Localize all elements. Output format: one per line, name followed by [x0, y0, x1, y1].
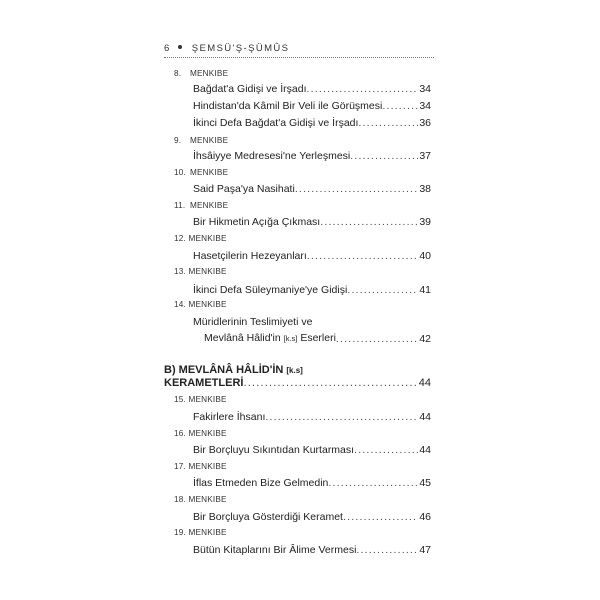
toc-entry[interactable]: Bir Borçluya Gösterdiği Keramet ..... 46: [193, 511, 431, 523]
toc-entry[interactable]: Bütün Kitaplarını Bir Âlime Vermesi ..... 47: [193, 544, 431, 556]
toc-entry[interactable]: İhsâiyye Medresesi'ne Yerleşmesi ..... 37: [193, 150, 431, 162]
running-title: ŞEMSÜ'Ş-ŞÜMÛS: [191, 43, 290, 54]
toc-entry[interactable]: İflas Etmeden Bize Gelmedin ..... 45: [193, 477, 431, 489]
page-number: 6: [164, 43, 171, 54]
toc-label-menkibe-14: 14. MENKIBE: [174, 300, 227, 309]
toc-label-menkibe-18: 18. MENKIBE: [174, 495, 227, 504]
toc-entry-line: Müridlerinin Teslimiyeti ve: [193, 316, 313, 328]
toc-label-menkibe-16: 16. MENKIBE: [174, 429, 227, 438]
toc-entry-section[interactable]: KERAMETLERİ ..... 44: [164, 377, 431, 389]
toc-label-menkibe-11: 11. MENKIBE: [174, 201, 229, 210]
toc-entry[interactable]: İkinci Defa Süleymaniye'ye Gidişi ..... 41: [193, 284, 431, 296]
toc-entry[interactable]: Bir Hikmetin Açığa Çıkması ..... 39: [193, 216, 431, 228]
toc-entry[interactable]: Bağdat'a Gidişi ve İrşadı ..... 34: [193, 83, 431, 95]
toc-entry[interactable]: İkinci Defa Bağdat'a Gidişi ve İrşadı ..... 36: [193, 117, 431, 129]
toc-label-menkibe-10: 10. MENKIBE: [174, 168, 229, 177]
toc-entry[interactable]: Hasetçilerin Hezeyanları ..... 40: [193, 250, 431, 262]
toc-label-menkibe-17: 17. MENKIBE: [174, 462, 227, 471]
toc-label-menkibe-9: 9. MENKIBE: [174, 136, 229, 145]
toc-entry[interactable]: Said Paşa'ya Nasihati ..... 38: [193, 183, 431, 195]
toc-entry[interactable]: Fakirlere İhsanı ..... 44: [193, 411, 431, 423]
toc-label-menkibe-13: 13. MENKIBE: [174, 267, 227, 276]
section-heading-b: B) MEVLÂNÂ HÂLİD'İN [k.s]: [164, 364, 303, 376]
toc-label-menkibe-15: 15. MENKIBE: [174, 395, 227, 404]
toc-label-menkibe-19: 19. MENKIBE: [174, 528, 227, 537]
toc-label-menkibe-12: 12. MENKIBE: [174, 234, 227, 243]
toc-entry[interactable]: Bir Borçluyu Sıkıntıdan Kurtarması ..... 44: [193, 444, 431, 456]
toc-entry[interactable]: Mevlânâ Hâlid'in [k.s] Eserleri ..... 42: [204, 333, 431, 345]
toc-entry[interactable]: Hindistan'da Kâmil Bir Veli ile Görüşmesi ..... 34: [193, 100, 431, 112]
toc-label-menkibe-8: 8. MENKIBE: [174, 69, 229, 78]
